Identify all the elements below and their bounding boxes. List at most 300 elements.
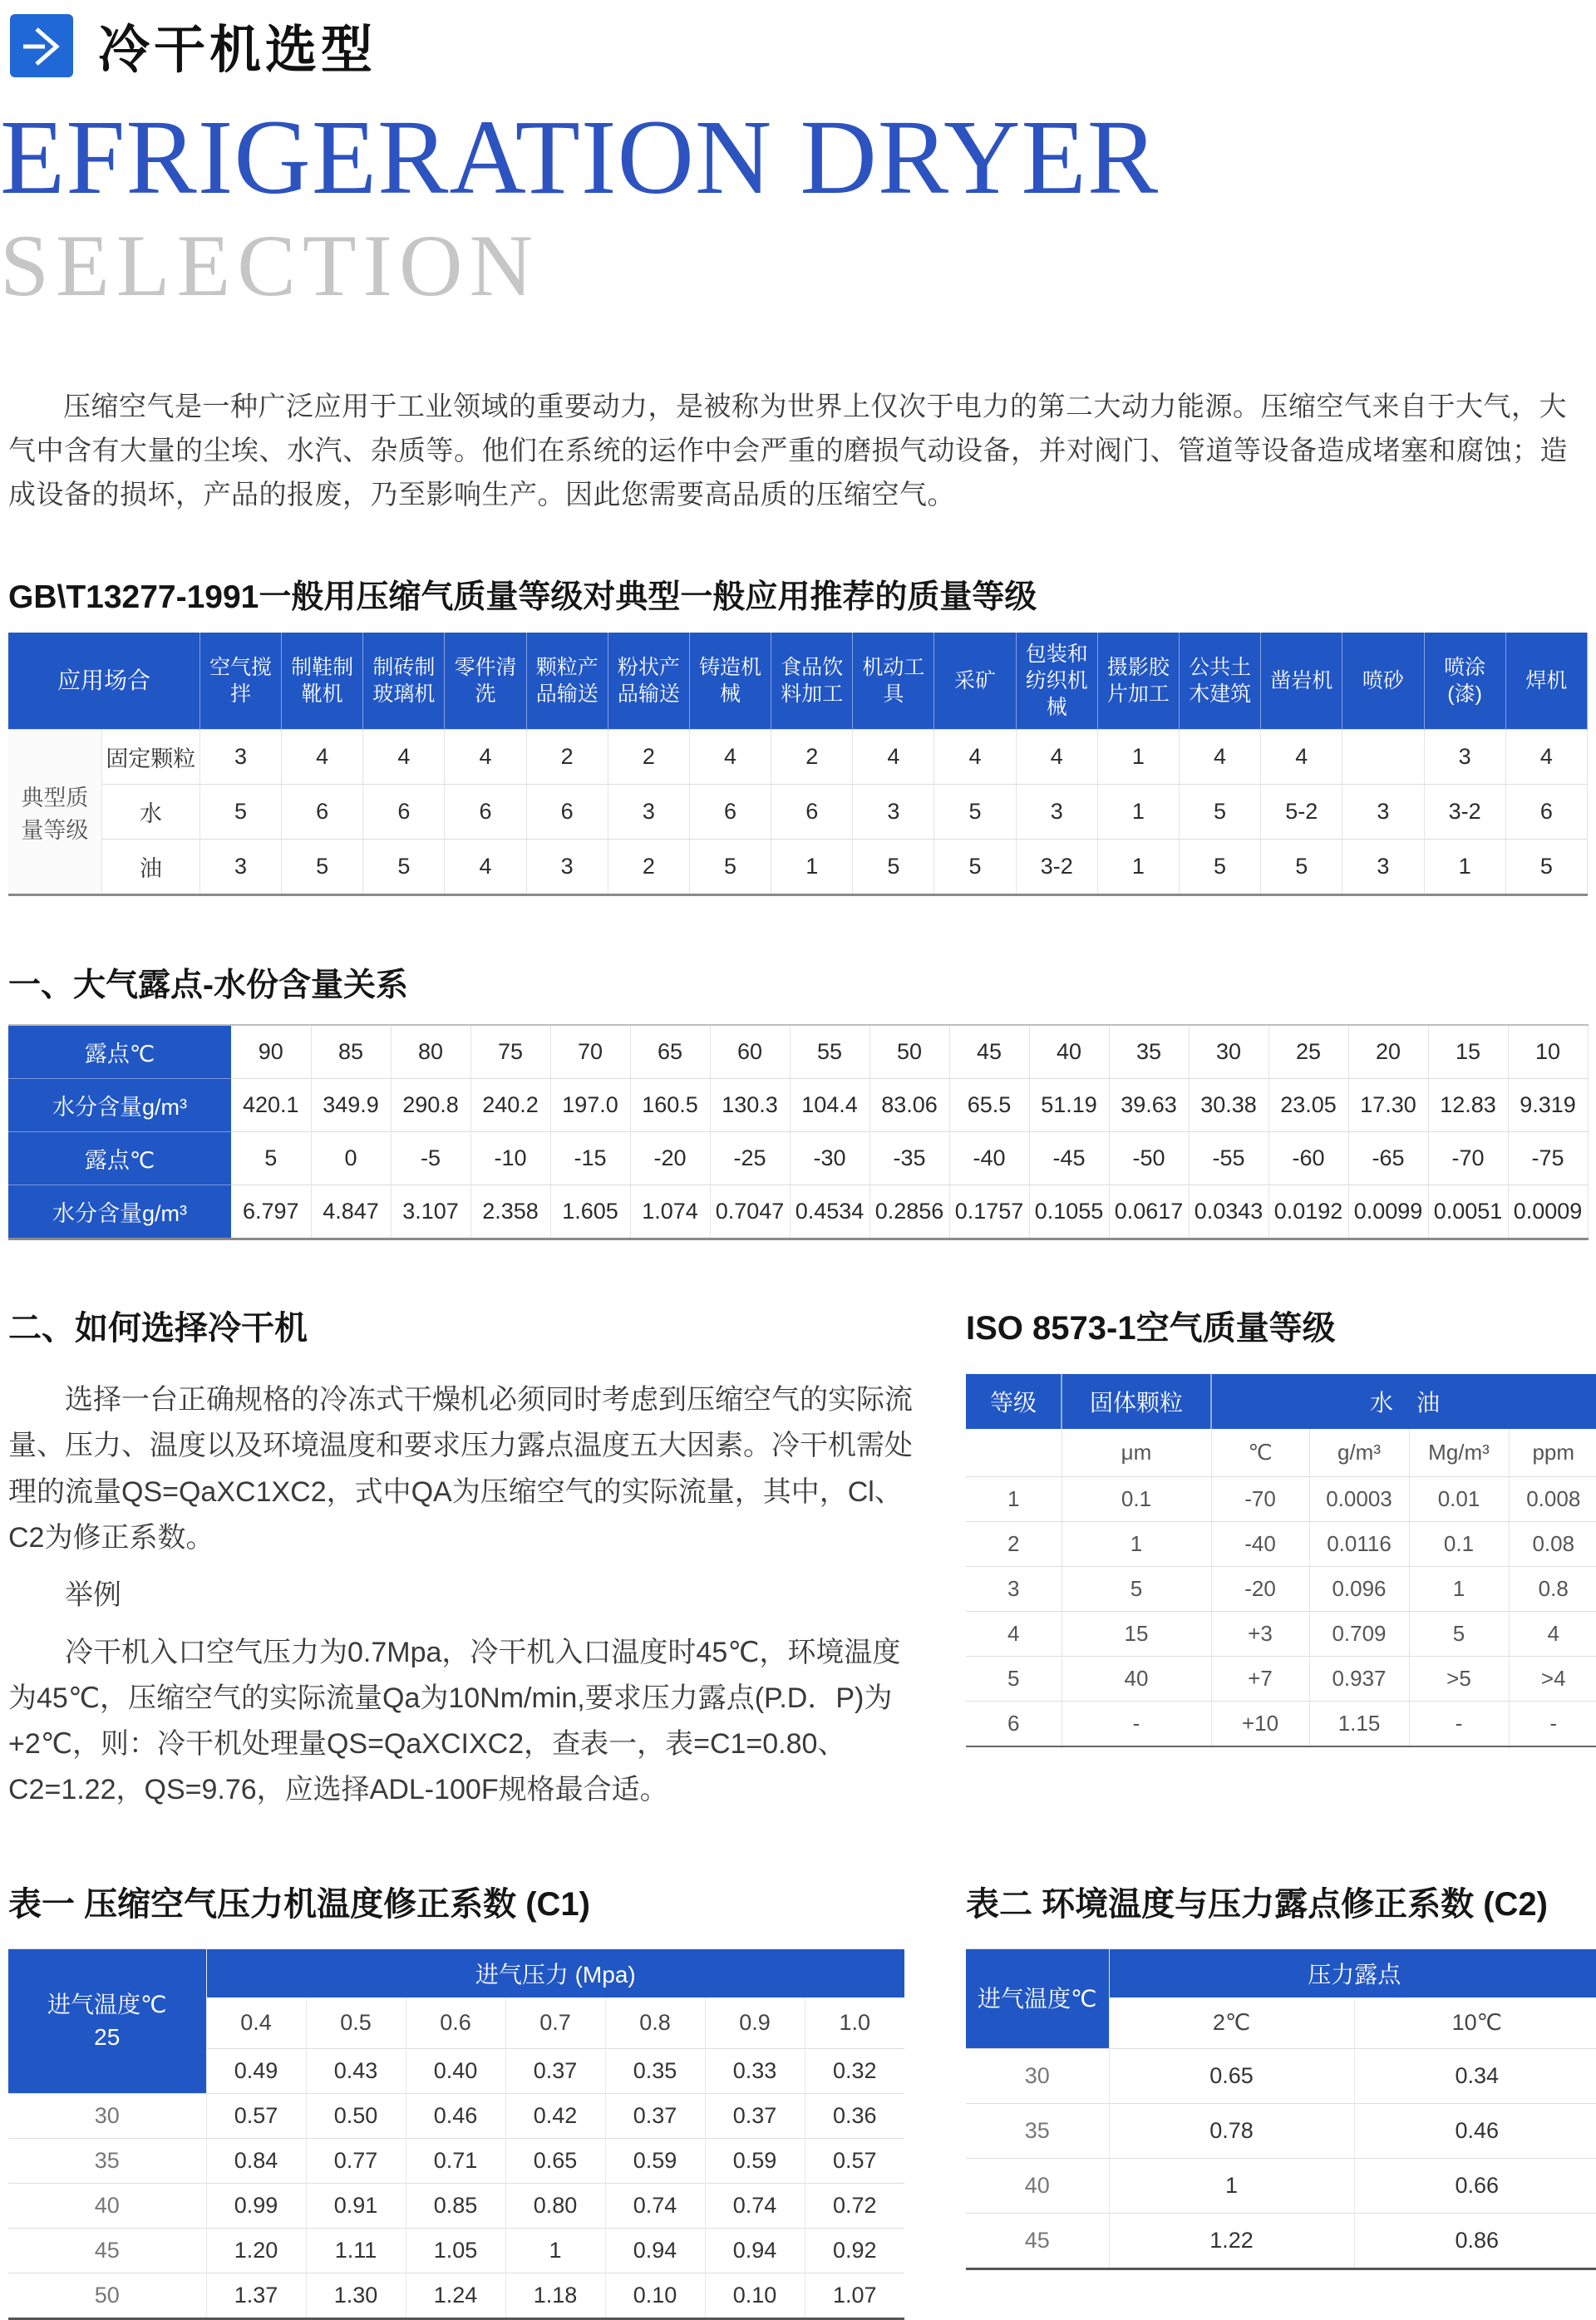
table-cell: 4 — [853, 730, 934, 785]
table-cell: 0.4534 — [790, 1185, 869, 1239]
gb-column-header: 颗粒产品输送 — [526, 633, 608, 730]
table-cell: -50 — [1109, 1132, 1189, 1185]
c2-correction-table — [966, 1948, 1596, 2270]
intro-paragraph: 压缩空气是一种广泛应用于工业领域的重要动力，是被称为世界上仅次于电力的第二大动力能源。压缩空气来自于大气，大气中含有大量的尘埃、水汽、杂质等。他们在系统的运作中会严重的磨损气动设备，并对阀门、管道等设备造成堵塞和腐蚀；造成设备的损坏，产品的报废，乃至影响生产。因此您需要高品质的压缩空气。 — [8, 391, 1568, 510]
table-cell: 25 — [1268, 1025, 1348, 1079]
table-row — [966, 2158, 1596, 2213]
unit-label: g/m³ — [1309, 1429, 1409, 1477]
table-cell: 1.22 — [1109, 2213, 1354, 2268]
table-cell: 3 — [1342, 840, 1424, 895]
row-label: 45 — [966, 2213, 1109, 2268]
table-cell: >5 — [1409, 1657, 1509, 1702]
table-row — [8, 2183, 904, 2228]
table-cell: 0.59 — [605, 2138, 705, 2183]
c2-dewpoint-header: 压力露点 — [1109, 1949, 1596, 1997]
how-to-select-section — [8, 1302, 923, 1813]
gb-column-header: 公共土木建筑 — [1179, 633, 1260, 730]
table-cell: 0.78 — [1109, 2103, 1354, 2158]
table-cell: 65 — [630, 1025, 710, 1079]
section2-paragraph-2: 举例 — [65, 1579, 121, 1611]
table-cell: 5 — [1261, 840, 1342, 895]
table-cell: 45 — [949, 1025, 1029, 1079]
gb-column-header: 包装和纺织机械 — [1016, 633, 1097, 730]
gb-column-header: 制砖制玻璃机 — [363, 633, 445, 730]
table-cell: 0.71 — [406, 2138, 505, 2183]
row-label: 35 — [966, 2103, 1109, 2158]
table-cell: -65 — [1348, 1132, 1428, 1185]
table-row — [8, 2273, 904, 2318]
table-cell: +7 — [1211, 1657, 1309, 1702]
section2-title: 二、如何选择冷干机 — [8, 1310, 308, 1347]
gb-column-header: 食品饮料加工 — [771, 633, 853, 730]
table-cell: 1.074 — [630, 1185, 710, 1239]
table-cell: 2 — [608, 840, 689, 895]
table-cell: 4 — [966, 1612, 1062, 1657]
table-cell: 5 — [282, 840, 363, 895]
table-cell: 1 — [966, 1477, 1062, 1522]
table-cell: 0.0099 — [1348, 1185, 1428, 1239]
table-cell: 0.74 — [605, 2183, 705, 2228]
c2-header-row — [966, 1949, 1596, 1997]
table-cell: 104.4 — [790, 1079, 869, 1132]
table-cell: 4 — [1016, 730, 1097, 785]
gb-column-header: 凿岩机 — [1261, 633, 1342, 730]
document-header — [10, 8, 1596, 82]
table-cell: 0.92 — [805, 2228, 904, 2273]
table-cell: 35 — [1109, 1025, 1189, 1079]
table-cell: 1 — [1109, 2158, 1354, 2213]
table-cell: 0.49 — [206, 2048, 306, 2093]
section1-title: 一、大气露点-水份含量关系 — [8, 968, 408, 1004]
table-cell: 4 — [1179, 730, 1260, 785]
row-label: 油 — [101, 840, 200, 895]
table-cell: 0.91 — [306, 2183, 406, 2228]
iso-header-solid: 固体颗粒 — [1062, 1374, 1211, 1429]
table-cell: 4 — [363, 730, 445, 785]
table-cell: 0.36 — [805, 2093, 904, 2138]
table-cell: 15 — [1428, 1025, 1508, 1079]
table-cell: -5 — [391, 1132, 470, 1185]
table-cell: 0.34 — [1354, 2048, 1596, 2103]
table-cell: 2 — [771, 730, 853, 785]
gb-column-header: 铸造机械 — [689, 633, 771, 730]
arrow-right-icon — [10, 14, 73, 77]
table-cell: 5 — [1409, 1612, 1509, 1657]
table-cell: 5 — [231, 1132, 311, 1185]
iso-header-grade: 等级 — [966, 1374, 1062, 1429]
row-label: 40 — [8, 2183, 206, 2228]
c1-corner-value: 25 — [94, 2024, 121, 2051]
table-cell: 4 — [934, 730, 1016, 785]
gb-corner-header: 应用场合 — [8, 633, 200, 730]
table-cell: -40 — [949, 1132, 1029, 1185]
table-cell: 0.37 — [505, 2048, 605, 2093]
table-cell: 0.2856 — [869, 1185, 949, 1239]
iso-header-row — [966, 1374, 1596, 1429]
table-cell: 0.40 — [406, 2048, 505, 2093]
table-cell: 0.1757 — [949, 1185, 1029, 1239]
table-cell: +10 — [1211, 1702, 1309, 1747]
gb-column-header: 零件清洗 — [445, 633, 526, 730]
table-cell: 1 — [1097, 785, 1179, 840]
table-cell: 240.2 — [470, 1079, 550, 1132]
row-label: 水分含量g/m³ — [8, 1185, 231, 1239]
table-cell: 6 — [1505, 785, 1587, 840]
table-cell: - — [1409, 1702, 1509, 1747]
c1-pressure-header: 进气压力 (Mpa) — [206, 1949, 904, 1997]
table-row — [966, 1702, 1596, 1747]
table-cell: 0.57 — [805, 2138, 904, 2183]
pressure-value: 0.7 — [505, 1997, 605, 2049]
table-cell: 5 — [363, 840, 445, 895]
table-cell: 0.709 — [1309, 1612, 1409, 1657]
table-cell: -70 — [1211, 1477, 1309, 1522]
table-cell: 0.66 — [1354, 2158, 1596, 2213]
table-cell: 85 — [311, 1025, 391, 1079]
table-cell: 9.319 — [1508, 1079, 1588, 1132]
table-cell: 290.8 — [391, 1079, 470, 1132]
table-cell: 1 — [1062, 1522, 1211, 1567]
table-cell: 3 — [1342, 785, 1424, 840]
table-cell: - — [1509, 1702, 1596, 1747]
row-group-label: 典型质量等级 — [8, 730, 101, 895]
table-row — [8, 2228, 904, 2273]
table-cell: 6 — [966, 1702, 1062, 1747]
c1-corner-cell — [8, 1949, 206, 2094]
table-cell: 0.1 — [1409, 1522, 1509, 1567]
table-cell: 5 — [853, 840, 934, 895]
c2-corner-cell — [966, 1949, 1109, 2049]
table-cell: +3 — [1211, 1612, 1309, 1657]
dewpoint-value: 2℃ — [1109, 1997, 1354, 2049]
table-cell: 420.1 — [231, 1079, 311, 1132]
table-cell: 1 — [1424, 840, 1505, 895]
table-cell: 0.937 — [1309, 1657, 1409, 1702]
table-cell: 0.0003 — [1309, 1477, 1409, 1522]
gb-column-header: 喷砂 — [1342, 633, 1424, 730]
gb-column-header: 制鞋制靴机 — [282, 633, 363, 730]
gb-table-header-row — [8, 633, 1588, 730]
table-cell: 1.20 — [206, 2228, 306, 2273]
table-cell: 3-2 — [1016, 840, 1097, 895]
row-label: 水分含量g/m³ — [8, 1079, 231, 1132]
row-label: 露点℃ — [8, 1132, 231, 1185]
table-cell: -55 — [1189, 1132, 1268, 1185]
table-row — [966, 1567, 1596, 1612]
table-cell: 349.9 — [311, 1079, 391, 1132]
table-cell: 12.83 — [1428, 1079, 1508, 1132]
table-cell: 1 — [1097, 840, 1179, 895]
table-cell: 30 — [1189, 1025, 1268, 1079]
table-cell: -15 — [550, 1132, 630, 1185]
gb-column-header: 采矿 — [934, 633, 1016, 730]
table-cell: 0.50 — [306, 2093, 406, 2138]
table-cell: 160.5 — [630, 1079, 710, 1132]
table-cell: 5-2 — [1261, 785, 1342, 840]
section2-paragraph-1: 选择一台正确规格的冷冻式干燥机必须同时考虑到压缩空气的实际流量、压力、温度以及环境温度和要求压力露点温度五大因素。冷干机需处理的流量QS=QaXC1XC2，式中QA为压缩空气的实际流量，其中，Cl、C2为修正系数。 — [8, 1384, 913, 1554]
table-cell: 5 — [1062, 1567, 1211, 1612]
table-cell: -70 — [1428, 1132, 1508, 1185]
table-row — [8, 730, 1588, 785]
table-cell: 5 — [689, 840, 771, 895]
table-cell: 5 — [1505, 840, 1587, 895]
table-cell: 15 — [1062, 1612, 1211, 1657]
pressure-value: 0.6 — [406, 1997, 505, 2049]
c1-table-title: 表一 压缩空气压力机温度修正系数 (C1) — [8, 1886, 590, 1923]
table-row — [8, 2138, 904, 2183]
table-cell: 0.74 — [705, 2183, 805, 2228]
table-cell: 1 — [505, 2228, 605, 2273]
table-cell: 0.94 — [705, 2228, 805, 2273]
table-cell: 0.85 — [406, 2183, 505, 2228]
table-cell: 70 — [550, 1025, 630, 1079]
gb-table-title: GB\T13277-1991一般用压缩气质量等级对典型一般应用推荐的质量等级 — [8, 579, 1037, 616]
table-cell: 10 — [1508, 1025, 1588, 1079]
table-row — [966, 1477, 1596, 1522]
subtitle-english: SELECTION — [0, 217, 540, 314]
table-cell: 0.59 — [705, 2138, 805, 2183]
table-cell: 0.84 — [206, 2138, 306, 2183]
table-cell: 3 — [853, 785, 934, 840]
table-row — [966, 1522, 1596, 1567]
gb-column-header: 空气搅拌 — [200, 633, 281, 730]
table-cell: 3 — [200, 840, 281, 895]
table-cell: 0.0343 — [1189, 1185, 1268, 1239]
pressure-value: 0.5 — [306, 1997, 406, 2049]
table-cell: 4 — [282, 730, 363, 785]
table-cell: 0.1 — [1062, 1477, 1211, 1522]
table-cell: 3 — [966, 1567, 1062, 1612]
table-cell: -35 — [869, 1132, 949, 1185]
table-cell: 4 — [1261, 730, 1342, 785]
arrow-right-icon-glyph — [20, 24, 63, 67]
table-cell: 0.8 — [1509, 1567, 1596, 1612]
table-row — [8, 1185, 1588, 1239]
table-cell: 83.06 — [869, 1079, 949, 1132]
table-cell: -20 — [1211, 1567, 1309, 1612]
table-cell: 5 — [934, 785, 1016, 840]
table-cell: 0 — [311, 1132, 391, 1185]
c1-correction-table — [8, 1948, 904, 2320]
pressure-value: 0.8 — [605, 1997, 705, 2049]
c1-header-row — [8, 1949, 904, 1997]
table-cell: 3 — [1016, 785, 1097, 840]
unit-label: ℃ — [1211, 1429, 1309, 1477]
table-cell: >4 — [1509, 1657, 1596, 1702]
table-cell: 6 — [689, 785, 771, 840]
table-row — [8, 785, 1588, 840]
table-cell: 60 — [710, 1025, 790, 1079]
row-label: 40 — [966, 2158, 1109, 2213]
table-row — [8, 1132, 1588, 1185]
table-cell: 1 — [1097, 730, 1179, 785]
table-cell: 4 — [1505, 730, 1587, 785]
table-cell: 80 — [391, 1025, 470, 1079]
table-cell: 0.10 — [605, 2273, 705, 2318]
c2-table-title: 表二 环境温度与压力露点修正系数 (C2) — [966, 1886, 1548, 1923]
table-cell: 3.107 — [391, 1185, 470, 1239]
table-cell: 0.42 — [505, 2093, 605, 2138]
table-cell: 1.24 — [406, 2273, 505, 2318]
iso-section — [966, 1302, 1596, 1747]
table-cell: 0.0009 — [1508, 1185, 1588, 1239]
table-cell: 6 — [282, 785, 363, 840]
table-cell: 6 — [771, 785, 853, 840]
table-cell: 1.05 — [406, 2228, 505, 2273]
table-cell: 4 — [689, 730, 771, 785]
table-cell: 0.46 — [1354, 2103, 1596, 2158]
table-cell: 1.11 — [306, 2228, 406, 2273]
table-cell: 90 — [231, 1025, 311, 1079]
table-cell: -10 — [470, 1132, 550, 1185]
unit-label: μm — [1062, 1429, 1211, 1477]
table-cell: 1.605 — [550, 1185, 630, 1239]
table-cell: 6 — [363, 785, 445, 840]
table-cell: 0.43 — [306, 2048, 406, 2093]
table-cell: 2 — [966, 1522, 1062, 1567]
table-cell: 5 — [1179, 785, 1260, 840]
c1-section — [8, 1878, 923, 2320]
table-cell: 1 — [1409, 1567, 1509, 1612]
table-cell: 0.77 — [306, 2138, 406, 2183]
middle-columns — [8, 1302, 1584, 1813]
iso-table-title: ISO 8573-1空气质量等级 — [966, 1310, 1336, 1347]
pressure-value: 0.9 — [705, 1997, 805, 2049]
table-cell: 0.65 — [1109, 2048, 1354, 2103]
table-cell: 0.35 — [605, 2048, 705, 2093]
table-cell: 65.5 — [949, 1079, 1029, 1132]
table-cell: 40 — [1062, 1657, 1211, 1702]
table-cell: 0.1055 — [1029, 1185, 1109, 1239]
table-cell: 1.37 — [206, 2273, 306, 2318]
c2-corner-label: 进气温度℃ — [978, 1985, 1097, 2012]
table-row — [966, 2103, 1596, 2158]
table-cell: -30 — [790, 1132, 869, 1185]
dewpoint-table — [8, 1024, 1589, 1240]
table-cell: 5 — [934, 840, 1016, 895]
table-cell: 0.94 — [605, 2228, 705, 2273]
table-cell: 5 — [966, 1657, 1062, 1702]
row-label: 45 — [8, 2228, 206, 2273]
table-cell: 4.847 — [311, 1185, 391, 1239]
table-cell: 0.32 — [805, 2048, 904, 2093]
table-cell: 3 — [608, 785, 689, 840]
table-row — [8, 2093, 904, 2138]
unit-label: ppm — [1532, 1440, 1575, 1465]
table-cell: 55 — [790, 1025, 869, 1079]
table-cell: 0.08 — [1509, 1522, 1596, 1567]
table-cell: 23.05 — [1268, 1079, 1348, 1132]
table-cell: 0.37 — [605, 2093, 705, 2138]
table-cell: 5 — [1179, 840, 1260, 895]
table-cell: 1.15 — [1309, 1702, 1409, 1747]
table-cell: 51.19 — [1029, 1079, 1109, 1132]
table-row — [966, 2048, 1596, 2103]
table-cell: 3 — [1424, 730, 1505, 785]
table-cell: - — [1062, 1702, 1211, 1747]
table-cell: 17.30 — [1348, 1079, 1428, 1132]
gb-column-header: 摄影胶片加工 — [1097, 633, 1179, 730]
c1-corner-label: 进气温度℃ — [47, 1992, 167, 2018]
table-cell: 6 — [445, 785, 526, 840]
gb-column-header: 喷涂(漆) — [1424, 633, 1505, 730]
row-label: 35 — [8, 2138, 206, 2183]
table-cell: 6.797 — [231, 1185, 311, 1239]
table-row — [966, 2213, 1596, 2268]
row-label: 露点℃ — [8, 1025, 231, 1079]
table-cell: 20 — [1348, 1025, 1428, 1079]
row-label: 50 — [8, 2273, 206, 2318]
table-cell: 0.37 — [705, 2093, 805, 2138]
table-cell: 0.0192 — [1268, 1185, 1348, 1239]
table-cell: 1.30 — [306, 2273, 406, 2318]
empty-cell — [966, 1429, 1062, 1477]
table-row — [8, 840, 1588, 895]
table-cell: 2.358 — [470, 1185, 550, 1239]
table-cell: 39.63 — [1109, 1079, 1189, 1132]
table-cell: 4 — [1509, 1612, 1596, 1657]
gb-column-header: 粉状产品输送 — [608, 633, 689, 730]
iso-quality-table — [966, 1374, 1596, 1747]
dewpoint-value: 10℃ — [1451, 2009, 1502, 2035]
table-cell: 0.7047 — [710, 1185, 790, 1239]
table-row — [8, 1079, 1588, 1132]
table-cell: -60 — [1268, 1132, 1348, 1185]
table-cell — [1342, 730, 1424, 785]
table-cell: -75 — [1508, 1132, 1588, 1185]
table-cell: 75 — [470, 1025, 550, 1079]
table-cell: 0.0051 — [1428, 1185, 1508, 1239]
bottom-columns — [8, 1878, 1584, 2320]
table-cell: 2 — [608, 730, 689, 785]
row-label: 30 — [8, 2093, 206, 2138]
table-cell: 5 — [200, 785, 281, 840]
table-cell: 0.01 — [1409, 1477, 1509, 1522]
table-cell: 30.38 — [1189, 1079, 1268, 1132]
table-cell: -25 — [710, 1132, 790, 1185]
unit-label: Mg/m³ — [1409, 1429, 1509, 1477]
table-cell: 1.07 — [805, 2273, 904, 2318]
gb-column-header: 机动工具 — [853, 633, 934, 730]
page-title: 冷干机选型 — [98, 22, 377, 79]
table-cell: 50 — [869, 1025, 949, 1079]
table-cell: 0.46 — [406, 2093, 505, 2138]
table-cell: 6 — [526, 785, 608, 840]
table-cell: 3-2 — [1424, 785, 1505, 840]
table-cell: 0.0116 — [1309, 1522, 1409, 1567]
row-label: 固定颗粒 — [101, 730, 200, 785]
table-cell: 0.10 — [705, 2273, 805, 2318]
table-row — [966, 1612, 1596, 1657]
pressure-value: 0.4 — [206, 1997, 306, 2049]
table-cell: 0.008 — [1509, 1477, 1596, 1522]
table-cell: 0.57 — [206, 2093, 306, 2138]
table-cell: -40 — [1211, 1522, 1309, 1567]
row-label: 水 — [101, 785, 200, 840]
table-cell: 0.80 — [505, 2183, 605, 2228]
table-cell: 40 — [1029, 1025, 1109, 1079]
table-cell: 1 — [771, 840, 853, 895]
c2-section — [966, 1878, 1596, 2270]
table-cell: 4 — [445, 840, 526, 895]
pressure-value: 1.0 — [839, 2009, 871, 2035]
table-cell: 197.0 — [550, 1079, 630, 1132]
table-cell: 0.72 — [805, 2183, 904, 2228]
table-cell: 0.86 — [1354, 2213, 1596, 2268]
table-row — [966, 1657, 1596, 1702]
gb-column-header: 焊机 — [1505, 633, 1587, 730]
table-cell: 4 — [445, 730, 526, 785]
